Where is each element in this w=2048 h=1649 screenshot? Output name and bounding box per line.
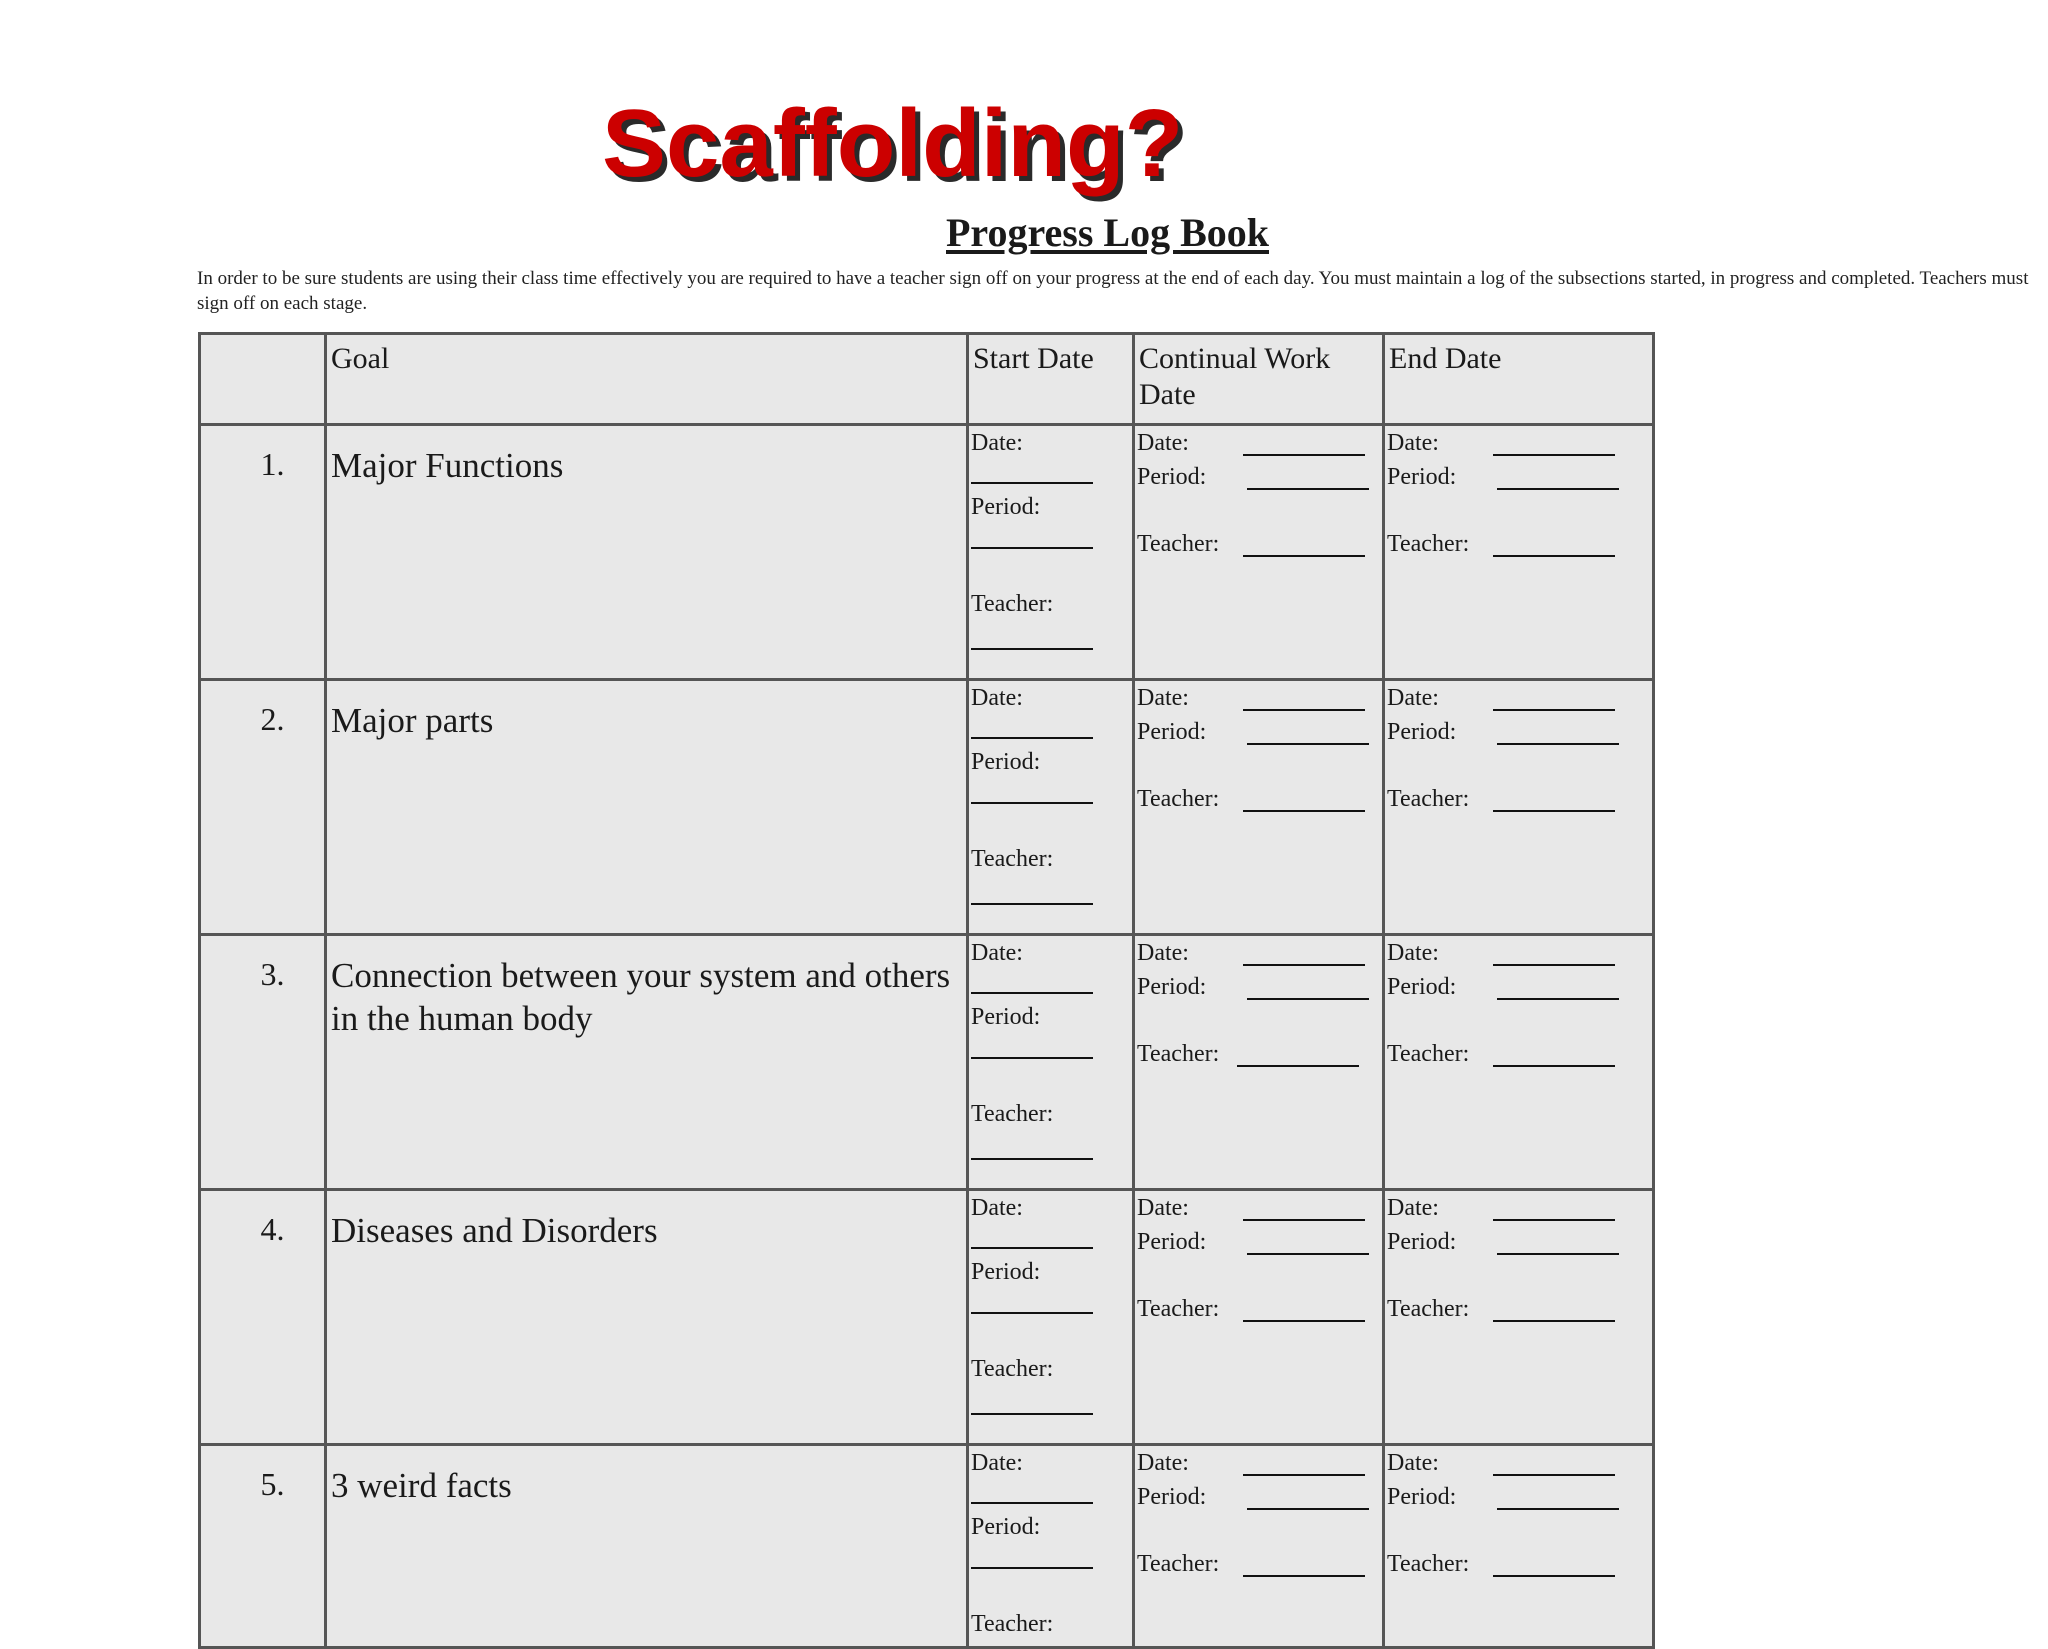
start-date-label: Date:: [971, 940, 1023, 966]
table-row: [200, 1445, 1654, 1648]
continual-work-signoff: [1134, 1190, 1384, 1445]
row-number: 1.: [200, 425, 326, 680]
header-continual-work-date: Continual Work Date: [1134, 334, 1384, 425]
start-date-signoff: [968, 425, 1134, 680]
row-goal: Diseases and Disorders: [326, 1190, 968, 1445]
end-period-line[interactable]: [1497, 488, 1619, 490]
table-header-row: [200, 334, 1654, 425]
end-period-label: Period:: [1387, 464, 1457, 490]
slide-title: Scaffolding?: [602, 90, 1184, 197]
continual-teacher-label: Teacher:: [1137, 1041, 1220, 1067]
row-goal: 3 weird facts: [326, 1445, 968, 1648]
continual-teacher-label: Teacher:: [1137, 531, 1220, 557]
start-date-signoff: [968, 680, 1134, 935]
start-teacher-label: Teacher:: [971, 1356, 1054, 1382]
end-teacher-line[interactable]: [1493, 1320, 1615, 1322]
continual-period-line[interactable]: [1247, 1253, 1369, 1255]
end-date-label: Date:: [1387, 1195, 1439, 1221]
continual-teacher-label: Teacher:: [1137, 1551, 1220, 1577]
start-date-signoff: [968, 1445, 1134, 1648]
end-teacher-line[interactable]: [1493, 1065, 1615, 1067]
end-date-signoff: [1384, 935, 1654, 1190]
progress-log-table: [198, 332, 1655, 1649]
end-date-signoff: [1384, 1445, 1654, 1648]
continual-work-signoff: [1134, 680, 1384, 935]
row-number: 2.: [200, 680, 326, 935]
start-date-line[interactable]: [971, 482, 1093, 484]
end-date-line[interactable]: [1493, 454, 1615, 456]
start-period-label: Period:: [971, 1514, 1041, 1540]
continual-date-label: Date:: [1137, 685, 1189, 711]
start-period-label: Period:: [971, 1259, 1041, 1285]
end-teacher-label: Teacher:: [1387, 1041, 1470, 1067]
end-period-label: Period:: [1387, 974, 1457, 1000]
continual-teacher-line[interactable]: [1243, 1320, 1365, 1322]
start-date-label: Date:: [971, 1195, 1023, 1221]
end-date-line[interactable]: [1493, 964, 1615, 966]
start-teacher-label: Teacher:: [971, 1101, 1054, 1127]
start-date-line[interactable]: [971, 737, 1093, 739]
end-period-line[interactable]: [1497, 1508, 1619, 1510]
continual-date-label: Date:: [1137, 1195, 1189, 1221]
continual-period-label: Period:: [1137, 464, 1207, 490]
end-teacher-line[interactable]: [1493, 1575, 1615, 1577]
continual-work-signoff: [1134, 1445, 1384, 1648]
end-teacher-line[interactable]: [1493, 810, 1615, 812]
end-period-label: Period:: [1387, 719, 1457, 745]
start-period-line[interactable]: [971, 1057, 1093, 1059]
header-start-date: Start Date: [968, 334, 1134, 425]
continual-date-line[interactable]: [1243, 1219, 1365, 1221]
start-teacher-line[interactable]: [971, 903, 1093, 905]
row-number: 3.: [200, 935, 326, 1190]
continual-teacher-label: Teacher:: [1137, 786, 1220, 812]
continual-date-label: Date:: [1137, 940, 1189, 966]
end-date-signoff: [1384, 425, 1654, 680]
end-date-signoff: [1384, 1190, 1654, 1445]
end-date-line[interactable]: [1493, 709, 1615, 711]
end-teacher-label: Teacher:: [1387, 531, 1470, 557]
header-number: [200, 334, 326, 425]
end-period-line[interactable]: [1497, 743, 1619, 745]
end-period-line[interactable]: [1497, 1253, 1619, 1255]
row-number: 5.: [200, 1445, 326, 1648]
document-title: Progress Log Book: [946, 210, 1269, 255]
end-date-label: Date:: [1387, 1450, 1439, 1476]
continual-teacher-line[interactable]: [1243, 555, 1365, 557]
continual-period-label: Period:: [1137, 974, 1207, 1000]
start-period-line[interactable]: [971, 1567, 1093, 1569]
end-date-signoff: [1384, 680, 1654, 935]
start-date-line[interactable]: [971, 1502, 1093, 1504]
continual-period-label: Period:: [1137, 1484, 1207, 1510]
continual-date-label: Date:: [1137, 1450, 1189, 1476]
end-date-line[interactable]: [1493, 1474, 1615, 1476]
end-period-label: Period:: [1387, 1229, 1457, 1255]
start-period-line[interactable]: [971, 547, 1093, 549]
continual-teacher-label: Teacher:: [1137, 1296, 1220, 1322]
row-goal: Major parts: [326, 680, 968, 935]
end-date-label: Date:: [1387, 940, 1439, 966]
start-period-line[interactable]: [971, 802, 1093, 804]
document-intro: In order to be sure students are using their class time effectively you are required to have a teacher sign off on your progress at the end of each day. You must maintain a log of the subsections started, in progress and completed. Teachers must sign off on each stage.: [197, 268, 2029, 314]
continual-period-label: Period:: [1137, 719, 1207, 745]
row-goal: Major Functions: [326, 425, 968, 680]
continual-date-line[interactable]: [1243, 1474, 1365, 1476]
start-teacher-line[interactable]: [971, 1158, 1093, 1160]
table-row: [200, 935, 1654, 1190]
table-row: [200, 1190, 1654, 1445]
start-teacher-label: Teacher:: [971, 1611, 1054, 1637]
table-row: [200, 425, 1654, 680]
start-period-label: Period:: [971, 1004, 1041, 1030]
start-period-label: Period:: [971, 749, 1041, 775]
start-date-label: Date:: [971, 685, 1023, 711]
end-date-label: Date:: [1387, 685, 1439, 711]
continual-period-line[interactable]: [1247, 998, 1369, 1000]
row-goal: Connection between your system and others in the human body: [326, 935, 968, 1190]
end-teacher-label: Teacher:: [1387, 1296, 1470, 1322]
start-teacher-line[interactable]: [971, 1413, 1093, 1415]
start-teacher-line[interactable]: [971, 648, 1093, 650]
continual-teacher-line[interactable]: [1237, 1065, 1359, 1067]
start-date-line[interactable]: [971, 1247, 1093, 1249]
start-date-line[interactable]: [971, 992, 1093, 994]
end-teacher-label: Teacher:: [1387, 1551, 1470, 1577]
start-period-line[interactable]: [971, 1312, 1093, 1314]
continual-date-line[interactable]: [1243, 964, 1365, 966]
continual-period-line[interactable]: [1247, 743, 1369, 745]
continual-date-line[interactable]: [1243, 709, 1365, 711]
start-date-signoff: [968, 935, 1134, 1190]
continual-work-signoff: [1134, 425, 1384, 680]
start-teacher-label: Teacher:: [971, 591, 1054, 617]
continual-date-label: Date:: [1137, 430, 1189, 456]
header-end-date: End Date: [1384, 334, 1654, 425]
continual-teacher-line[interactable]: [1243, 810, 1365, 812]
start-date-label: Date:: [971, 430, 1023, 456]
start-date-label: Date:: [971, 1450, 1023, 1476]
end-teacher-label: Teacher:: [1387, 786, 1470, 812]
end-period-line[interactable]: [1497, 998, 1619, 1000]
continual-period-line[interactable]: [1247, 488, 1369, 490]
end-teacher-line[interactable]: [1493, 555, 1615, 557]
table-row: [200, 680, 1654, 935]
end-date-line[interactable]: [1493, 1219, 1615, 1221]
start-period-label: Period:: [971, 494, 1041, 520]
start-teacher-label: Teacher:: [971, 846, 1054, 872]
row-number: 4.: [200, 1190, 326, 1445]
continual-work-signoff: [1134, 935, 1384, 1190]
continual-period-label: Period:: [1137, 1229, 1207, 1255]
continual-teacher-line[interactable]: [1243, 1575, 1365, 1577]
end-period-label: Period:: [1387, 1484, 1457, 1510]
continual-date-line[interactable]: [1243, 454, 1365, 456]
header-goal: Goal: [326, 334, 968, 425]
end-date-label: Date:: [1387, 430, 1439, 456]
start-date-signoff: [968, 1190, 1134, 1445]
continual-period-line[interactable]: [1247, 1508, 1369, 1510]
